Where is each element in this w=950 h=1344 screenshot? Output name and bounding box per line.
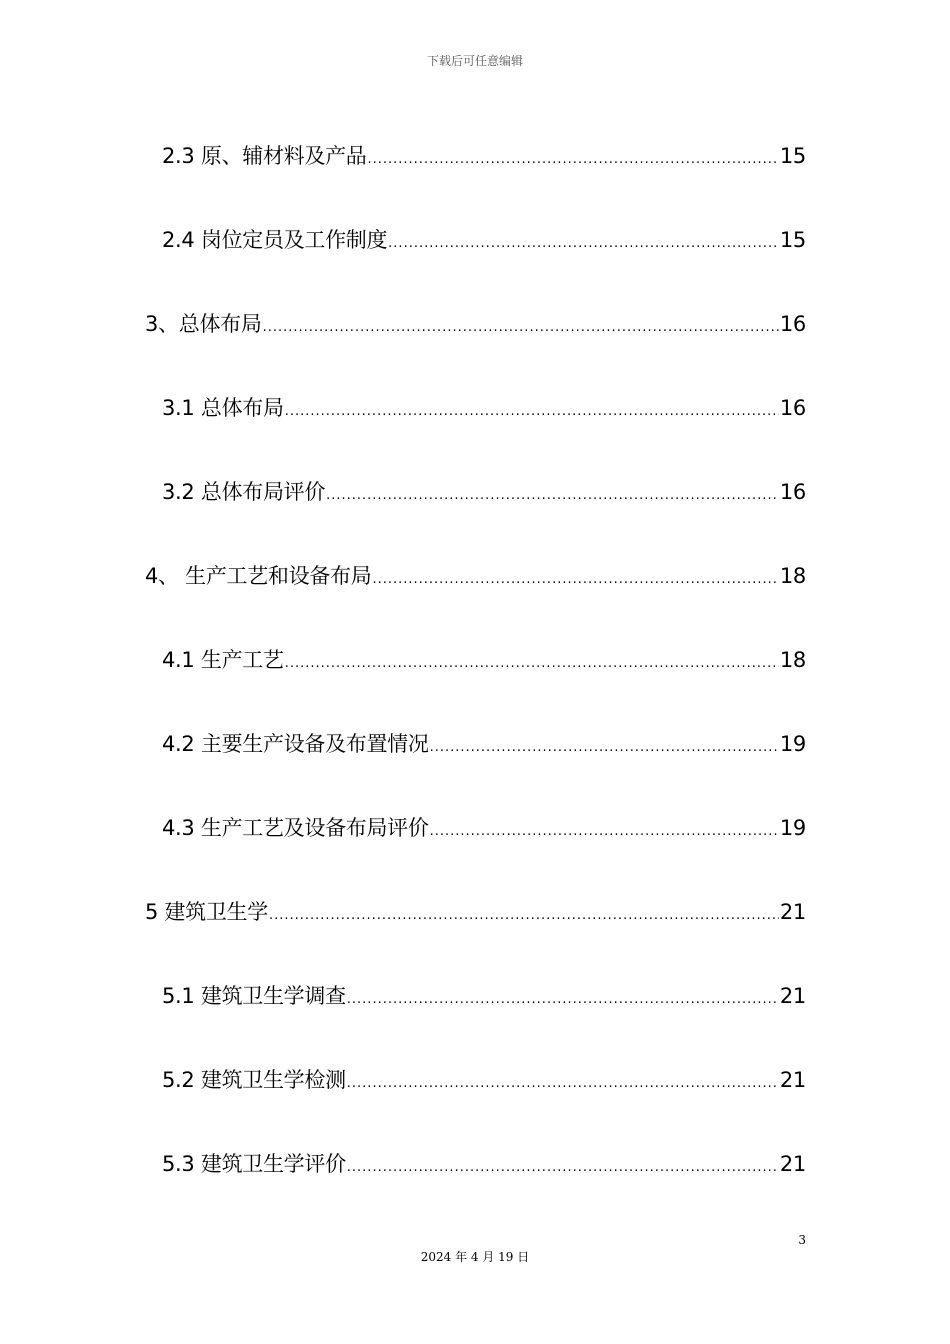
toc-dot-leader: [372, 565, 778, 595]
toc-entry[interactable]: [145, 897, 806, 927]
toc-entry-title: 4.3 生产工艺及设备布局评价: [162, 816, 429, 840]
toc-dot-leader: [285, 397, 779, 427]
toc-entry-page: 19: [779, 816, 806, 840]
toc-dot-leader: [326, 481, 779, 511]
toc-entry-title: 2.4 岗位定员及工作制度: [162, 228, 388, 252]
footer-date: 2024 年 4 月 19 日: [420, 1250, 530, 1264]
toc-dot-leader: [269, 901, 779, 931]
toc-dot-leader: [347, 1069, 779, 1099]
toc-entry-page: 15: [779, 228, 806, 252]
toc-entry-title: 3、总体布局: [145, 312, 262, 336]
toc-entry-page: 16: [779, 312, 806, 336]
toc-entry-page: 18: [779, 564, 806, 588]
toc-dot-leader: [430, 733, 779, 763]
toc-entry-page: 15: [779, 144, 806, 168]
toc-entry-page: 16: [779, 480, 806, 504]
page-number: 3: [798, 1233, 806, 1247]
toc-entry-title: 5 建筑卫生学: [145, 900, 268, 924]
toc-entry-page: 21: [779, 1068, 806, 1092]
toc-entry[interactable]: [162, 645, 806, 675]
toc-entry[interactable]: [162, 141, 806, 171]
toc-entry-title: 4、 生产工艺和设备布局: [145, 564, 372, 588]
toc-entry[interactable]: [162, 981, 806, 1011]
toc-entry[interactable]: [162, 225, 806, 255]
toc-entry-title: 5.3 建筑卫生学评价: [162, 1152, 346, 1176]
toc-entry-title: 4.1 生产工艺: [162, 648, 284, 672]
toc-entry-title: 2.3 原、辅材料及产品: [162, 144, 367, 168]
toc-entry-page: 16: [779, 396, 806, 420]
toc-dot-leader: [347, 985, 779, 1015]
toc-dot-leader: [347, 1153, 779, 1183]
toc-entry-page: 21: [779, 900, 806, 924]
toc-entry[interactable]: [162, 477, 806, 507]
toc-entry-title: 4.2 主要生产设备及布置情况: [162, 732, 429, 756]
toc-entry-page: 21: [779, 1152, 806, 1176]
toc-entry-title: 3.1 总体布局: [162, 396, 284, 420]
toc-entry-title: 5.1 建筑卫生学调查: [162, 984, 346, 1008]
toc-entry-title: 5.2 建筑卫生学检测: [162, 1068, 346, 1092]
toc-entry-page: 18: [779, 648, 806, 672]
toc-entry[interactable]: [162, 393, 806, 423]
toc-entry[interactable]: [162, 729, 806, 759]
toc-dot-leader: [263, 313, 779, 343]
toc-entry[interactable]: [145, 309, 806, 339]
toc-dot-leader: [430, 817, 779, 847]
toc-dot-leader: [367, 145, 778, 175]
toc-entry-page: 19: [779, 732, 806, 756]
toc-entry[interactable]: [162, 813, 806, 843]
toc-entry[interactable]: [145, 561, 806, 591]
toc-entry[interactable]: [162, 1149, 806, 1179]
toc-entry-title: 3.2 总体布局评价: [162, 480, 326, 504]
toc-entry[interactable]: [162, 1065, 806, 1095]
page-header-note: 下载后可任意编辑: [426, 54, 523, 68]
toc-entry-page: 21: [779, 984, 806, 1008]
toc-dot-leader: [285, 649, 779, 679]
toc-dot-leader: [388, 229, 779, 259]
